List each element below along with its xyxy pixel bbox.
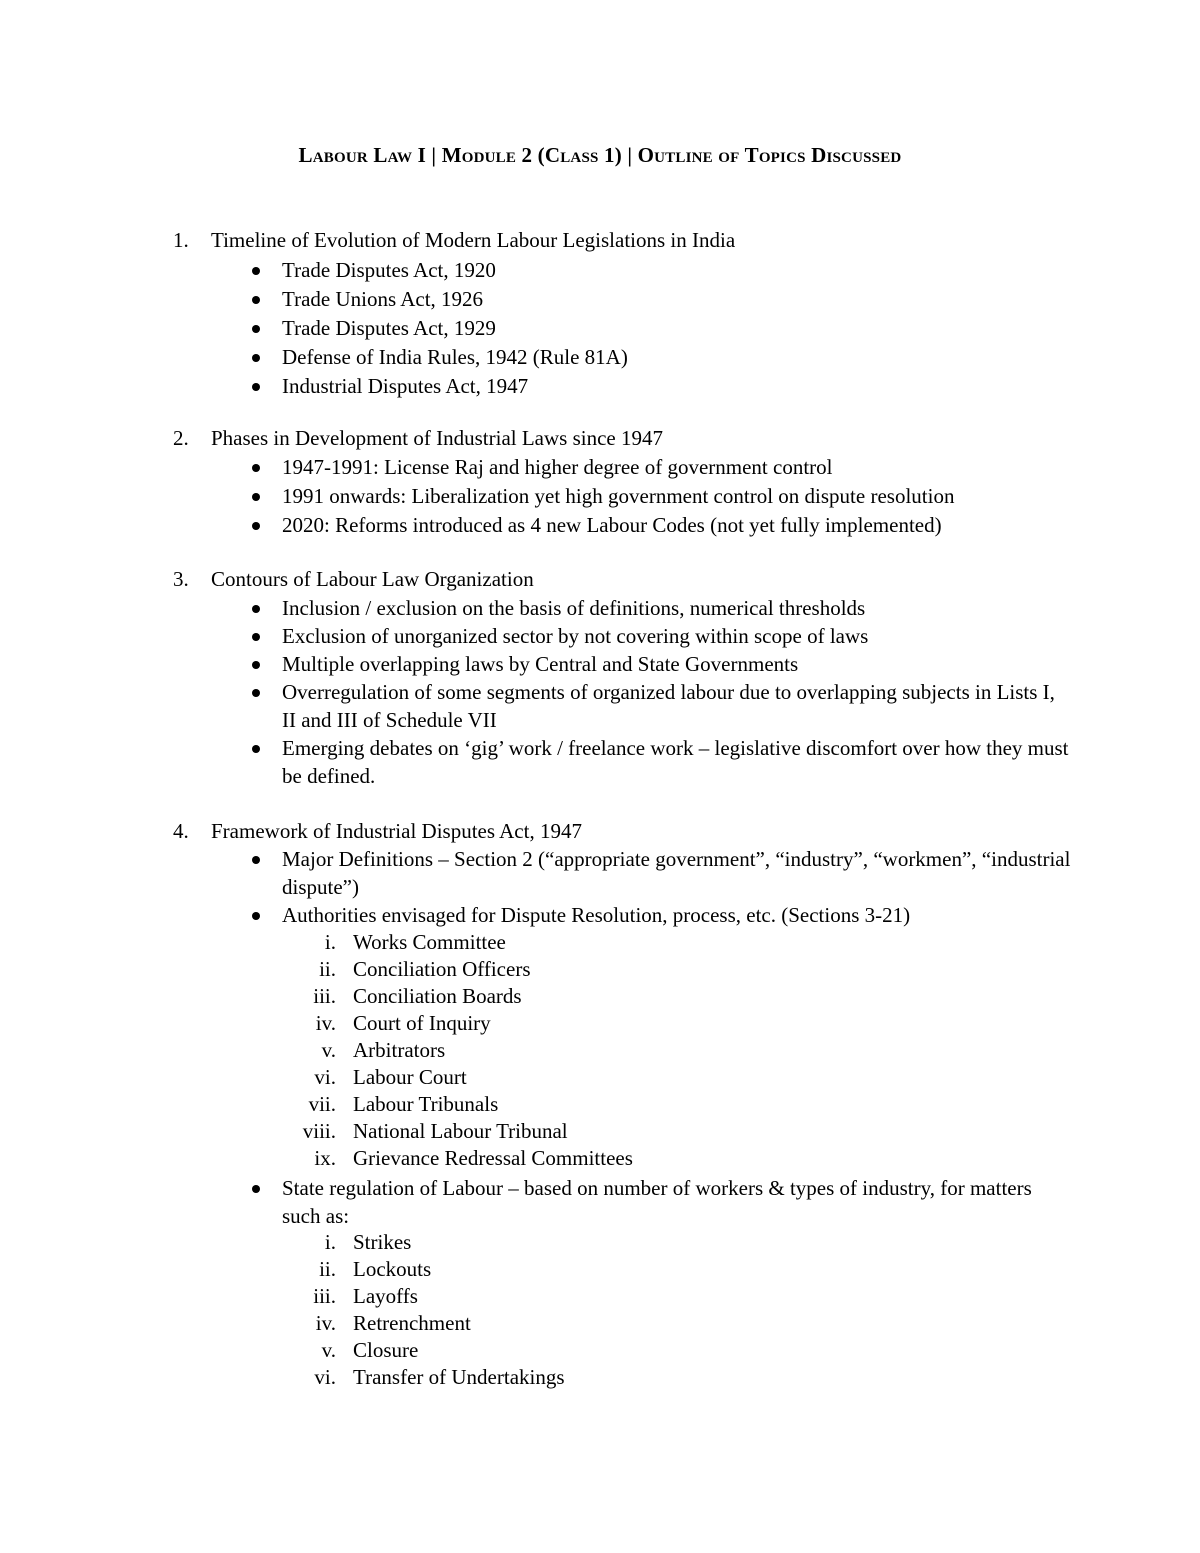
list-item: Trade Disputes Act, 1920 (0, 256, 1072, 285)
bullet-icon (252, 661, 260, 669)
list-item: i. Works Committee (324, 930, 506, 954)
bullet-icon (252, 296, 260, 304)
list-item: vi. Transfer of Undertakings (314, 1365, 565, 1389)
list-item: iv. Court of Inquiry (315, 1011, 491, 1035)
section-title: Framework of Industrial Disputes Act, 1947 (211, 819, 582, 843)
list-item: v. Closure (321, 1338, 419, 1362)
bullet-icon (252, 325, 260, 333)
list-item: vii. Labour Tribunals (308, 1092, 499, 1116)
section-number: 2. (173, 426, 189, 450)
bullet-list (0, 1174, 1200, 1230)
list-item: Exclusion of unorganized sector by not covering within scope of laws (0, 622, 1072, 650)
bullet-icon (252, 522, 260, 530)
bullet-list (0, 845, 1200, 929)
section-title: Timeline of Evolution of Modern Labour Legislations in India (211, 228, 736, 252)
bullet-list (0, 453, 1200, 540)
bullet-list (0, 594, 1200, 790)
page-title: Labour Law I | Module 2 (Class 1) | Outline of Topics Discussed (298, 143, 902, 167)
list-item: Multiple overlapping laws by Central and State Governments (0, 650, 1072, 678)
list-item: 1947-1991: License Raj and higher degree of government control (0, 453, 1072, 482)
bullet-icon (252, 267, 260, 275)
bullet-icon (252, 912, 260, 920)
list-item: Industrial Disputes Act, 1947 (0, 372, 1072, 401)
list-item: Trade Disputes Act, 1929 (0, 314, 1072, 343)
section-title: Contours of Labour Law Organization (211, 567, 534, 591)
list-item: vi. Labour Court (314, 1065, 467, 1089)
section-number: 3. (173, 567, 189, 591)
list-item: ix. Grievance Redressal Committees (314, 1146, 633, 1170)
list-item: 1991 onwards: Liberalization yet high government control on dispute resolution (0, 482, 1072, 511)
bullet-icon (252, 689, 260, 697)
list-item: Overregulation of some segments of organized labour due to overlapping subjects in Lists I, II and III of Schedule VII (0, 678, 1072, 734)
bullet-icon (252, 605, 260, 613)
bullet-icon (252, 633, 260, 641)
list-item: iv. Retrenchment (315, 1311, 471, 1335)
list-item: 2020: Reforms introduced as 4 new Labour Codes (not yet fully implemented) (0, 511, 1072, 540)
section-title: Phases in Development of Industrial Laws since 1947 (211, 426, 663, 450)
list-item: iii. Layoffs (313, 1284, 418, 1308)
authorities-list (0, 929, 1200, 1172)
section-number: 1. (173, 228, 189, 252)
bullet-icon (252, 1185, 260, 1193)
list-item: Defense of India Rules, 1942 (Rule 81A) (0, 343, 1072, 372)
bullet-icon (252, 745, 260, 753)
list-item: ii. Lockouts (319, 1257, 432, 1281)
list-item: Inclusion / exclusion on the basis of definitions, numerical thresholds (0, 594, 1072, 622)
bullet-icon (252, 354, 260, 362)
list-item: i. Strikes (324, 1230, 412, 1254)
list-item: v. Arbitrators (321, 1038, 446, 1062)
list-item: Major Definitions – Section 2 (“appropriate government”, “industry”, “workmen”, “industrial dispute”) (0, 845, 1072, 901)
bullet-icon (252, 493, 260, 501)
bullet-icon (252, 464, 260, 472)
bullet-list (0, 256, 1200, 401)
list-item: State regulation of Labour – based on number of workers & types of industry, for matters such as: (0, 1174, 1072, 1230)
list-item: Trade Unions Act, 1926 (0, 285, 1072, 314)
bullet-icon (252, 383, 260, 391)
matters-list (0, 1229, 1200, 1391)
list-item: viii. National Labour Tribunal (302, 1119, 568, 1143)
bullet-icon (252, 856, 260, 864)
list-item: iii. Conciliation Boards (313, 984, 522, 1008)
section-number: 4. (173, 819, 189, 843)
list-item: Emerging debates on ‘gig’ work / freelance work – legislative discomfort over how they must be defined. (0, 734, 1072, 790)
list-item: ii. Conciliation Officers (319, 957, 531, 981)
list-item: Authorities envisaged for Dispute Resolution, process, etc. (Sections 3-21) (0, 901, 1072, 929)
